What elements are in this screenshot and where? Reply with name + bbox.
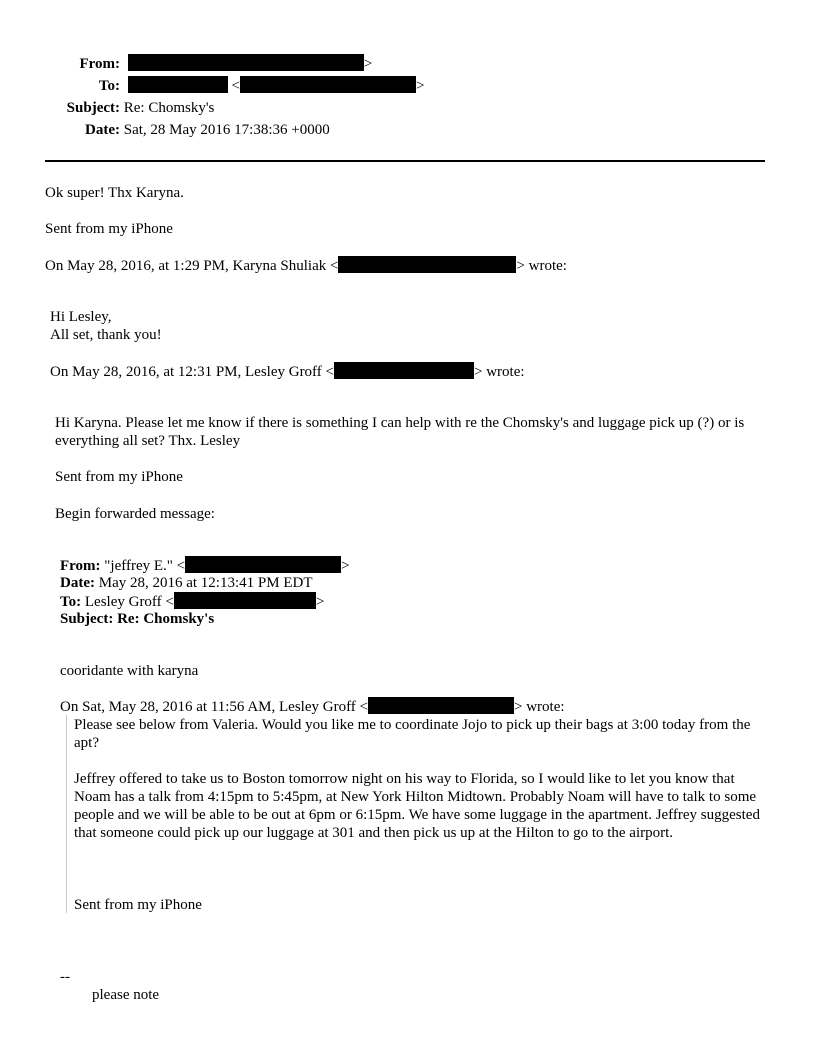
attribution-text: On May 28, 2016, at 12:31 PM, Lesley Groff < [50, 364, 334, 380]
forwarded-to-label: To: [60, 594, 82, 610]
redaction-block [334, 362, 474, 379]
redaction-block [128, 54, 364, 71]
attribution-suffix: > wrote: [516, 258, 567, 274]
redaction-block [185, 556, 341, 573]
forwarded-to-value: Lesley Groff < [84, 594, 174, 610]
reply-line: All set, thank you! [50, 327, 162, 343]
attribution-text: On May 28, 2016, at 1:29 PM, Karyna Shuliak < [45, 258, 339, 274]
redaction-block [240, 76, 416, 93]
date-value: Sat, 28 May 2016 17:38:36 +0000 [123, 122, 330, 138]
redaction-block [338, 256, 516, 273]
quote-attribution [45, 256, 567, 275]
signature-line: Sent from my iPhone [45, 221, 173, 237]
signature-line: Sent from my iPhone [55, 469, 183, 485]
message-paragraph: Hi Karyna. Please let me know if there is something I can help with re the Chomsky's and luggage pick up (?) or is everything all set? Thx. Lesley [55, 415, 745, 449]
angle-close: > [315, 594, 325, 610]
angle-close: > [363, 56, 373, 72]
signature-line: Sent from my iPhone [74, 897, 202, 913]
subject-value: Re: Chomsky's [123, 100, 215, 116]
forwarded-to-row [60, 592, 324, 611]
redaction-block [368, 697, 514, 714]
attribution-text: On Sat, May 28, 2016 at 11:56 AM, Lesley Groff < [60, 699, 369, 715]
attribution-suffix: > wrote: [474, 364, 525, 380]
from-label: From: [79, 56, 120, 72]
forwarded-from-label: From: [60, 558, 101, 574]
header-to-row [0, 76, 424, 95]
greeting-line: Hi Lesley, [50, 309, 112, 325]
quote-attribution [50, 362, 525, 381]
forwarded-marker: Begin forwarded message: [55, 506, 215, 522]
forwarded-message: cooridante with karyna [60, 663, 199, 679]
angle-close: > [415, 78, 425, 94]
date-label: Date: [85, 122, 120, 138]
reply-line: Ok super! Thx Karyna. [45, 185, 184, 201]
forwarded-date-label: Date: [60, 575, 95, 591]
forwarded-subject-row [60, 610, 214, 628]
quote-attribution [60, 697, 565, 716]
angle-close: > [341, 558, 350, 574]
redaction-block [128, 76, 228, 93]
forwarded-subject-label: Subject: [60, 611, 114, 627]
forwarded-from-row [60, 556, 350, 575]
subject-label: Subject: [66, 100, 120, 116]
header-subject-row [0, 99, 214, 117]
header-divider [45, 160, 765, 162]
to-label: To: [98, 78, 120, 94]
quote-bar [66, 715, 67, 913]
forwarded-date-row [60, 574, 312, 592]
forwarded-date-value: May 28, 2016 at 12:13:41 PM EDT [98, 575, 313, 591]
forwarded-from-value: "jeffrey E." < [104, 558, 186, 574]
forwarded-subject-value: Re: Chomsky's [117, 611, 215, 627]
attribution-suffix: > wrote: [514, 699, 565, 715]
header-date-row [0, 121, 330, 139]
header-from-row [0, 54, 372, 73]
footer-note: please note [92, 987, 160, 1003]
quoted-paragraph: Please see below from Valeria. Would you like me to coordinate Jojo to pick up their bags at 3:00 today from the apt? [74, 717, 751, 751]
quoted-paragraph: Jeffrey offered to take us to Boston tomorrow night on his way to Florida, so I would like to let you know that Noam has a talk from 4:15pm to 5:45pm, at New York Hilton Midtown. Probably Noam will have to talk to some people and we will be able to be out at 6pm or 6:15pm. We have some luggage in the apartment. Jeffrey suggested that someone could pick up our luggage at 301 and then pick us up at the Hilton to go to the airport. [74, 771, 760, 841]
redaction-block [174, 592, 316, 609]
angle-open: < [231, 78, 240, 94]
signature-separator: -- [60, 969, 70, 985]
